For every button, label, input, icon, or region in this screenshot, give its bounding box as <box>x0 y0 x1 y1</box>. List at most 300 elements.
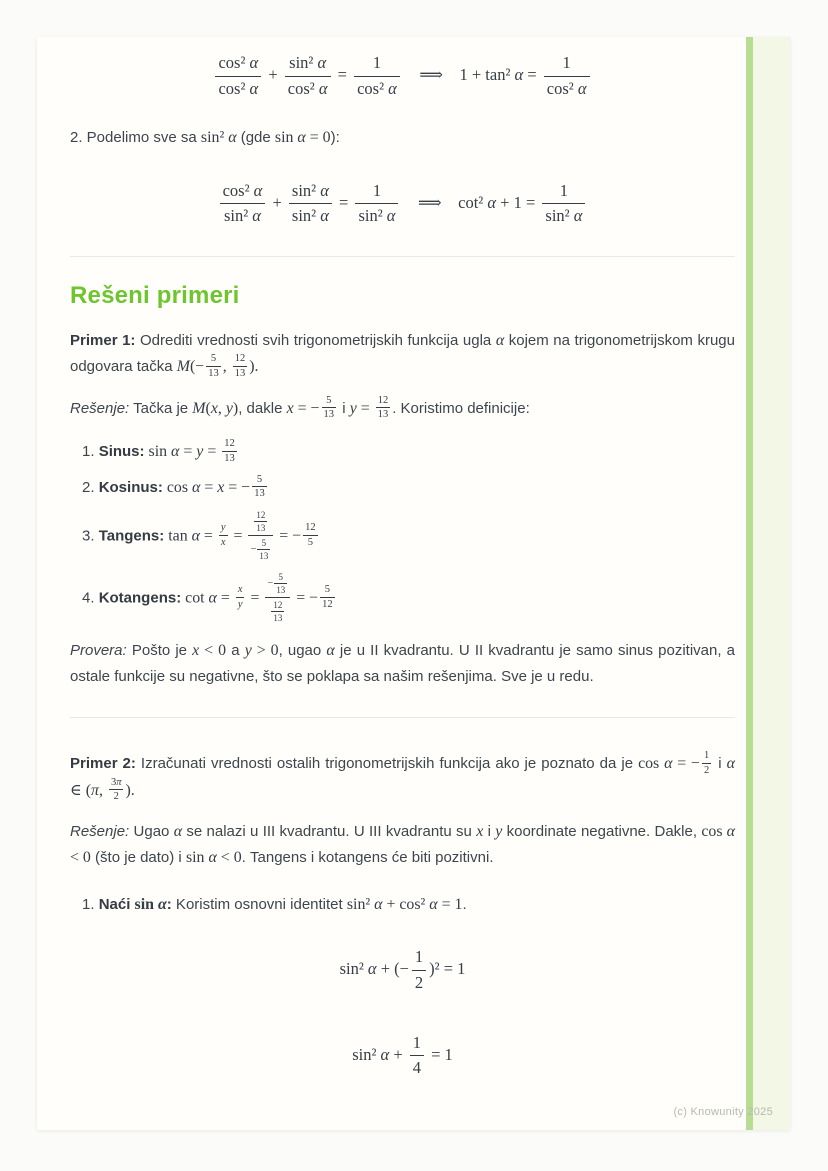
text-run: Koristim osnovni identitet <box>171 896 347 914</box>
math-text: y <box>220 522 226 534</box>
math-text: + <box>389 1044 407 1064</box>
math-text: 1 <box>414 947 424 967</box>
fraction <box>254 510 267 533</box>
math-text: 12 <box>377 394 389 406</box>
math-text: + <box>268 192 286 212</box>
math-text: = <box>179 443 197 461</box>
math-text: 13 <box>256 523 266 534</box>
text-run: Sinus: <box>98 443 145 461</box>
text-run: Tangens: <box>98 527 165 545</box>
fraction <box>265 571 290 624</box>
fraction <box>285 53 331 99</box>
fraction-denominator <box>215 77 261 99</box>
fraction-denominator <box>376 408 391 421</box>
math-text: sin² <box>291 206 321 226</box>
fraction-denominator <box>410 1056 424 1078</box>
math-text: 5 <box>278 572 283 583</box>
fraction-denominator <box>355 204 398 226</box>
text-run: , dakle <box>238 399 287 417</box>
fraction-numerator <box>222 438 237 452</box>
fraction-numerator <box>236 584 245 598</box>
math-text: (− <box>190 358 205 376</box>
text-run: Naći <box>98 896 135 914</box>
fraction-denominator <box>206 367 221 380</box>
fraction-denominator <box>219 536 228 549</box>
math-text: 13 <box>323 409 335 421</box>
text-run: 1. <box>82 896 99 914</box>
math-text: cos² <box>222 180 254 200</box>
math-text: − <box>267 578 274 590</box>
fraction-denominator <box>542 204 585 226</box>
fraction-numerator <box>412 947 426 971</box>
math-text: + (− <box>376 959 409 979</box>
fraction <box>354 53 400 99</box>
fraction-numerator <box>215 53 261 77</box>
math-text: = <box>199 527 217 545</box>
fraction-denominator <box>254 522 267 533</box>
math-text: 2 <box>704 764 710 776</box>
math-text: α <box>388 78 397 98</box>
text-run: Kosinus: <box>98 478 163 496</box>
section-divider <box>70 717 735 718</box>
text-run: (gde <box>236 128 275 146</box>
text-run: je u II kvadrantu. U II kvadrantu je samo sinus pozitivan, a ostale funkcije su negativne, što se poklapa sa našim rešenjima. Sve je u redu. <box>70 642 735 686</box>
list-item-sinus <box>70 439 735 466</box>
fraction <box>109 777 124 804</box>
math-text: α <box>726 755 735 773</box>
text-run: Izračunati vrednosti ostalih trigonometrijskih funkcija ako je poznato da je <box>135 755 639 773</box>
math-text: = <box>246 589 264 607</box>
math-text: 13 <box>224 452 235 464</box>
fraction-denominator <box>320 598 335 611</box>
text-run: 3. <box>82 527 99 545</box>
math-text: , <box>222 358 231 376</box>
fraction <box>410 1033 424 1079</box>
math-text: 5 <box>324 584 330 596</box>
math-text: 4 <box>412 1058 421 1078</box>
math-text: y <box>237 599 243 611</box>
math-text: 12 <box>234 353 246 365</box>
math-text: sin² <box>223 206 253 226</box>
fraction-denominator <box>109 790 124 803</box>
math-text: < 0 <box>199 642 227 660</box>
text-run: Odrediti vrednosti svih trigonometrijskih funkcija ugla <box>135 332 496 350</box>
fraction-numerator <box>220 181 266 205</box>
fraction-numerator <box>354 53 400 77</box>
math-text: x <box>286 399 294 417</box>
fraction-denominator <box>303 536 318 549</box>
fraction <box>252 474 267 501</box>
math-text: + <box>264 65 282 85</box>
fraction <box>320 584 335 611</box>
fraction-numerator <box>322 395 337 409</box>
math-text: α <box>297 128 306 146</box>
math-text: = <box>203 443 221 461</box>
math-text: cos² <box>218 53 250 72</box>
text-run: , ugao <box>278 642 327 660</box>
math-text: = <box>216 589 234 607</box>
text-run: i <box>338 399 350 417</box>
math-text: 1 <box>562 53 571 72</box>
math-text: sin <box>134 896 158 914</box>
fraction-denominator <box>220 204 266 226</box>
fraction-numerator <box>289 181 332 205</box>
fraction-denominator <box>271 612 284 623</box>
math-text: 12 <box>305 522 316 534</box>
math-text: 12 <box>256 510 266 521</box>
fraction-denominator <box>289 204 332 226</box>
math-text: α <box>487 192 497 212</box>
math-text: 1 <box>412 1032 421 1052</box>
math-text: sin² <box>339 959 368 979</box>
math-text: sin² <box>545 206 574 226</box>
fraction-numerator <box>542 181 585 205</box>
math-text: 5 <box>210 353 217 365</box>
math-text: , <box>99 781 107 799</box>
formula-tangent-identity <box>70 53 735 99</box>
fraction-denominator <box>544 77 590 99</box>
math-text: sin² <box>352 1044 381 1064</box>
math-text: x <box>217 478 225 496</box>
math-text: 5 <box>256 473 263 485</box>
fraction-denominator <box>322 408 337 421</box>
math-text: α <box>320 206 329 226</box>
math-text: = 0 <box>305 128 331 146</box>
math-text: α <box>374 896 383 914</box>
math-text: = − <box>292 589 319 607</box>
math-text: α <box>252 206 261 226</box>
fraction <box>219 522 228 549</box>
fraction-numerator <box>303 522 318 536</box>
primer2-paragraph <box>70 751 735 804</box>
math-text: α <box>317 53 327 72</box>
fraction-numerator <box>274 572 287 584</box>
math-text: 5 <box>307 537 314 549</box>
math-text: α <box>208 589 217 607</box>
definitions-list <box>70 439 735 625</box>
math-text: < 0 <box>216 849 242 867</box>
math-text: = 1 <box>437 896 463 914</box>
text-run: Primer 2: <box>70 755 136 773</box>
fraction-denominator <box>236 598 245 611</box>
text-run: ): <box>330 128 340 146</box>
math-text: )² = 1 <box>429 959 466 979</box>
math-text: = 1 <box>427 1044 453 1064</box>
math-text: = − <box>224 478 251 496</box>
math-text: α <box>249 53 259 72</box>
math-text: α <box>208 849 217 867</box>
math-text: = <box>523 65 541 85</box>
text-run: Provera: <box>70 642 127 660</box>
fraction-numerator <box>233 353 248 367</box>
math-text: ) <box>232 399 239 417</box>
math-text: = <box>229 527 247 545</box>
fraction <box>271 600 284 623</box>
step-divide-by-sin <box>70 125 735 151</box>
math-text: ⟹ cot² <box>401 192 488 212</box>
list-item-kotangens <box>70 572 735 625</box>
math-text: sin <box>185 849 209 867</box>
primer1-paragraph <box>70 328 735 381</box>
math-text: α <box>318 78 328 98</box>
math-text: α <box>386 206 396 226</box>
fraction <box>274 572 287 595</box>
math-text: α <box>429 896 438 914</box>
math-text: α <box>514 65 524 85</box>
math-text: cos <box>638 755 665 773</box>
text-run: 2. Podelimo sve sa <box>70 128 201 146</box>
fraction-denominator <box>354 77 400 99</box>
math-text: α <box>573 206 583 226</box>
fraction-denominator <box>265 598 290 624</box>
text-run: 1. <box>82 443 99 461</box>
math-text: x <box>237 584 243 596</box>
fraction-denominator <box>233 367 248 380</box>
math-text: α <box>495 332 505 350</box>
document-content <box>70 37 735 1078</box>
fraction <box>322 395 337 422</box>
math-text: cos² <box>218 78 250 98</box>
fraction <box>206 353 221 380</box>
list-item-naci-sin <box>70 892 735 918</box>
math-text: = <box>333 65 352 85</box>
fraction <box>702 750 711 777</box>
formula-sin-squared-plus-half <box>70 947 735 993</box>
text-run: (što je dato) i <box>90 849 186 867</box>
text-run: Kotangens: <box>98 589 182 607</box>
math-text: α <box>191 527 200 545</box>
math-text: cos² <box>546 78 578 98</box>
fraction <box>544 53 590 99</box>
fraction <box>233 353 248 380</box>
fraction <box>289 181 332 227</box>
math-text: cos² <box>287 78 319 98</box>
math-text: α <box>228 128 237 146</box>
math-text: α <box>326 642 335 660</box>
math-text: < 0 <box>70 849 91 867</box>
fraction-numerator <box>257 538 270 550</box>
fraction-numerator <box>206 353 221 367</box>
document-page <box>37 37 790 1130</box>
fraction-numerator <box>254 510 267 522</box>
math-text: α <box>726 823 735 841</box>
fraction <box>303 522 318 549</box>
math-text: ⟹ 1 + tan² <box>402 65 515 85</box>
math-text: y <box>495 823 503 841</box>
text-run: Rešenje: <box>70 399 130 417</box>
fraction <box>215 53 261 99</box>
math-text: = <box>200 478 218 496</box>
math-text: sin² <box>289 53 318 72</box>
copyright-notice: (c) Knowunity 2025 <box>673 1106 773 1118</box>
math-text: 1 <box>559 180 569 200</box>
fraction-denominator <box>412 971 426 993</box>
fraction <box>376 395 391 422</box>
list-item-tangens <box>70 510 735 563</box>
text-run: Rešenje: <box>70 823 130 841</box>
formula-sin-squared-plus-quarter <box>70 1033 735 1079</box>
page-edge-accent-bar <box>746 37 753 1130</box>
math-text: 13 <box>377 409 389 421</box>
math-text: 5 <box>326 394 332 406</box>
math-text: = − <box>672 755 701 773</box>
fraction <box>220 181 266 227</box>
section-heading: Rešeni primeri <box>70 282 240 310</box>
formula-cotangent-identity <box>70 181 735 227</box>
page-margin-strip <box>753 37 790 1130</box>
math-text: M <box>192 399 206 417</box>
list-item-kosinus <box>70 475 735 502</box>
math-text: > 0 <box>251 642 279 660</box>
math-text: y <box>196 443 204 461</box>
math-text: 12 <box>224 438 235 450</box>
math-text: 12 <box>273 600 283 611</box>
text-run: Pošto je <box>126 642 193 660</box>
math-text: α <box>367 959 377 979</box>
math-text: = − <box>293 399 320 417</box>
text-run: . Koristimo definicije: <box>392 399 530 417</box>
resenje1-paragraph <box>70 396 735 423</box>
fraction-denominator <box>222 452 237 465</box>
math-text: + cos² <box>382 896 430 914</box>
math-text: 13 <box>259 551 269 562</box>
math-text: ). <box>125 781 135 799</box>
text-run: i <box>713 755 727 773</box>
math-text: 1 <box>704 750 710 762</box>
math-text: sin² <box>200 128 229 146</box>
text-run: . <box>462 896 467 914</box>
math-text: α <box>157 896 167 914</box>
math-text: − <box>250 544 257 556</box>
math-text: sin² <box>346 896 375 914</box>
math-text: M <box>176 358 190 376</box>
text-run: Primer 1: <box>70 332 136 350</box>
fraction-numerator <box>320 584 335 598</box>
math-text: α <box>192 478 201 496</box>
fraction <box>236 584 245 611</box>
fraction <box>257 538 270 561</box>
math-text: y <box>349 399 357 417</box>
text-run: koordinate negativne. Dakle, <box>502 823 702 841</box>
math-text: 1 <box>372 53 382 72</box>
math-text: α <box>577 78 587 98</box>
text-run: a <box>226 642 245 660</box>
math-text: sin² <box>358 206 387 226</box>
fraction-numerator <box>285 53 331 77</box>
math-text: α <box>380 1044 390 1064</box>
text-run: 4. <box>82 589 99 607</box>
math-text: 2 <box>414 972 424 992</box>
math-text: 5 <box>261 538 267 549</box>
fraction-denominator <box>248 536 273 562</box>
math-text: x <box>210 399 218 417</box>
text-run: : <box>166 896 172 914</box>
resenje2-paragraph <box>70 819 735 871</box>
fraction-numerator <box>265 571 290 598</box>
math-text: α <box>171 443 180 461</box>
fraction <box>355 181 398 227</box>
math-text: 13 <box>234 367 246 379</box>
text-run: Ugao <box>129 823 174 841</box>
fraction-denominator <box>257 550 270 561</box>
fraction-numerator <box>355 181 398 205</box>
fraction-numerator <box>271 600 284 612</box>
math-text: = <box>356 399 374 417</box>
math-text: x <box>192 642 200 660</box>
math-text: π <box>116 776 122 788</box>
math-text: α <box>320 180 329 200</box>
fraction-numerator <box>109 777 124 791</box>
math-text: 2 <box>113 791 119 803</box>
text-run: se nalazi u III kvadrantu. U III kvadrantu su <box>182 823 477 841</box>
math-text: cos² <box>357 78 389 98</box>
fraction-numerator <box>219 522 228 536</box>
math-text: 12 <box>322 599 333 611</box>
text-run: i <box>483 823 496 841</box>
math-text: + 1 = <box>496 192 540 212</box>
math-text: ). <box>249 358 259 376</box>
math-text: sin <box>274 128 298 146</box>
math-text: cos <box>701 823 727 841</box>
math-text: cos <box>162 478 192 496</box>
fraction-numerator <box>544 53 590 77</box>
fraction-numerator <box>252 474 267 488</box>
math-text: 1 <box>372 180 382 200</box>
math-text: 13 <box>273 613 283 624</box>
math-text: x <box>220 537 226 549</box>
fraction-denominator <box>252 487 267 500</box>
math-text: , <box>217 399 226 417</box>
fraction-denominator <box>274 584 287 595</box>
math-text: x <box>476 823 484 841</box>
fraction <box>542 181 585 227</box>
fraction <box>248 509 273 562</box>
math-text: α <box>249 78 259 98</box>
fraction-numerator <box>702 750 711 764</box>
fraction-denominator <box>702 764 711 777</box>
text-run: kojem na trigonometrijskom krugu odgovara tačka <box>70 332 735 376</box>
math-text: y <box>225 399 233 417</box>
text-run: 2. <box>82 478 99 496</box>
fraction-numerator <box>248 509 273 536</box>
fraction-numerator <box>376 395 391 409</box>
math-text: 13 <box>276 585 286 596</box>
math-text: ∈ ( <box>70 781 92 799</box>
provera-paragraph <box>70 638 735 690</box>
fraction-numerator <box>410 1033 424 1057</box>
math-text: 13 <box>208 367 219 379</box>
text-run: . Tangens i kotangens će biti pozitivni. <box>241 849 494 867</box>
section-divider <box>70 256 735 257</box>
math-text: sin² <box>291 180 321 200</box>
math-text: α <box>664 755 673 773</box>
math-text: = <box>334 192 353 212</box>
text-run: Tačka je <box>129 399 193 417</box>
math-text: α <box>173 823 183 841</box>
math-text: = − <box>275 527 302 545</box>
math-text: sin <box>144 443 172 461</box>
math-text: 13 <box>254 488 265 500</box>
math-text: 3 <box>110 776 117 788</box>
math-text: y <box>244 642 252 660</box>
math-text: π <box>91 781 99 799</box>
math-text: tan <box>164 527 192 545</box>
math-text: α <box>253 180 263 200</box>
math-text: cot <box>181 589 209 607</box>
fraction-denominator <box>285 77 331 99</box>
fraction <box>222 438 237 465</box>
math-text: ( <box>205 399 211 417</box>
